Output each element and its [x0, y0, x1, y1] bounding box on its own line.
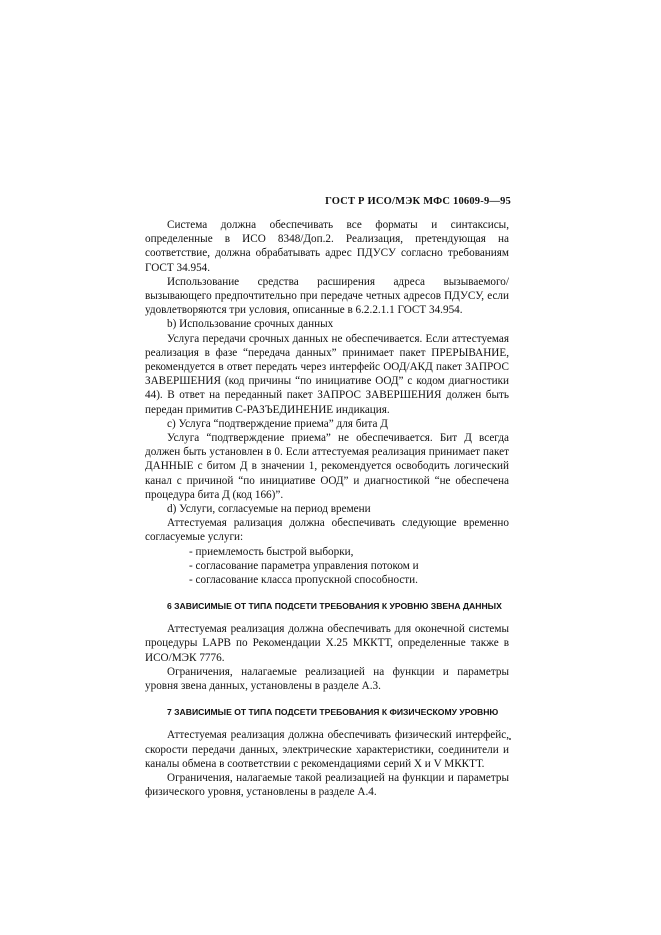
subsection-title-d: d) Услуги, согласуемые на период времени	[167, 503, 371, 516]
paragraph: Использование средства расширения адреса вызываемого/вызывающего предпочтительно при передаче четных адресов ПДУСУ, если удовлетворяются три условия, описанные в 6.2.2.1.1 ГОСТ 34.954.	[145, 275, 509, 317]
paragraph: Ограничения, налагаемые реализацией на функции и параметры уровня звена данных, установлены в разделе А.3.	[145, 665, 509, 693]
section-6-title: 6 ЗАВИСИМЫЕ ОТ ТИПА ПОДСЕТИ ТРЕБОВАНИЯ К УРОВНЮ ЗВЕНА ДАННЫХ	[167, 601, 502, 612]
paragraph: Услуга “подтверждение приема” не обеспечивается. Бит Д всегда должен быть установлен в 0. Если аттестуемая реализация принимает пакет ДАННЫЕ с битом Д в значении 1, рекомендуется освободить логический канал с причиной “по инициативе ООД” и диагностикой “не обеспечена процедура бита Д (код 166)”.	[145, 432, 509, 501]
list-item: - приемлемость быстрой выборки,	[189, 545, 354, 558]
list-item: - согласование класса пропускной способности.	[189, 574, 418, 587]
subsection-title-b: b) Использование срочных данных	[167, 318, 334, 331]
subsection-title-c: c) Услуга “подтверждение приема” для бита Д	[167, 417, 388, 430]
paragraph: Услуга передачи срочных данных не обеспечивается. Если аттестуемая реализация в фазе “передача данных” принимает пакет ПРЕРЫВАНИЕ, рекомендуется в ответ передать через интерфейс ООД/АКД пакет ЗАПРОС ЗАВЕРШЕНИЯ (код причины “по инициативе ООД” с кодом диагностики 44). В ответ на переданный пакет ЗАПРОС ЗАВЕРШЕНИЯ должен быть передан примитив С-РАЗЪЕДИНЕНИЕ индикация.	[145, 332, 509, 416]
document-header: ГОСТ Р ИСО/МЭК МФС 10609-9—95	[325, 196, 511, 207]
section-7-title: 7 ЗАВИСИМЫЕ ОТ ТИПА ПОДСЕТИ ТРЕБОВАНИЯ К ФИЗИЧЕСКОМУ УРОВНЮ	[167, 707, 499, 718]
paragraph: Система должна обеспечивать все форматы и синтаксисы, определенные в ИСО 8348/Доп.2. Реализация, претендующая на соответствие, должна обрабатывать адрес ПДУСУ согласно требованиям ГОСТ 34.954.	[145, 219, 509, 274]
scan-speck	[509, 738, 511, 740]
paragraph: Ограничения, налагаемые такой реализацией на функции и параметры физического уровня, установлены в разделе А.4.	[145, 771, 509, 799]
document-body	[145, 218, 509, 799]
paragraph: Аттестуемая реализация должна обеспечивать для оконечной системы процедуры LAPB по Рекомендации X.25 МККТТ, определенные также в ИСО/МЭК 7776.	[145, 623, 509, 664]
list-item: - согласование параметра управления потоком и	[189, 559, 419, 572]
paragraph: Аттестуемая реализация должна обеспечивать физический интерфейс, скорости передачи данных, электрические характеристики, соединители и каналы обмена в соответствии с рекомендациями серий X и V МККТТ.	[145, 729, 509, 770]
paragraph: Аттестуемая рализация должна обеспечивать следующие временно согласуемые услуги:	[145, 517, 509, 544]
